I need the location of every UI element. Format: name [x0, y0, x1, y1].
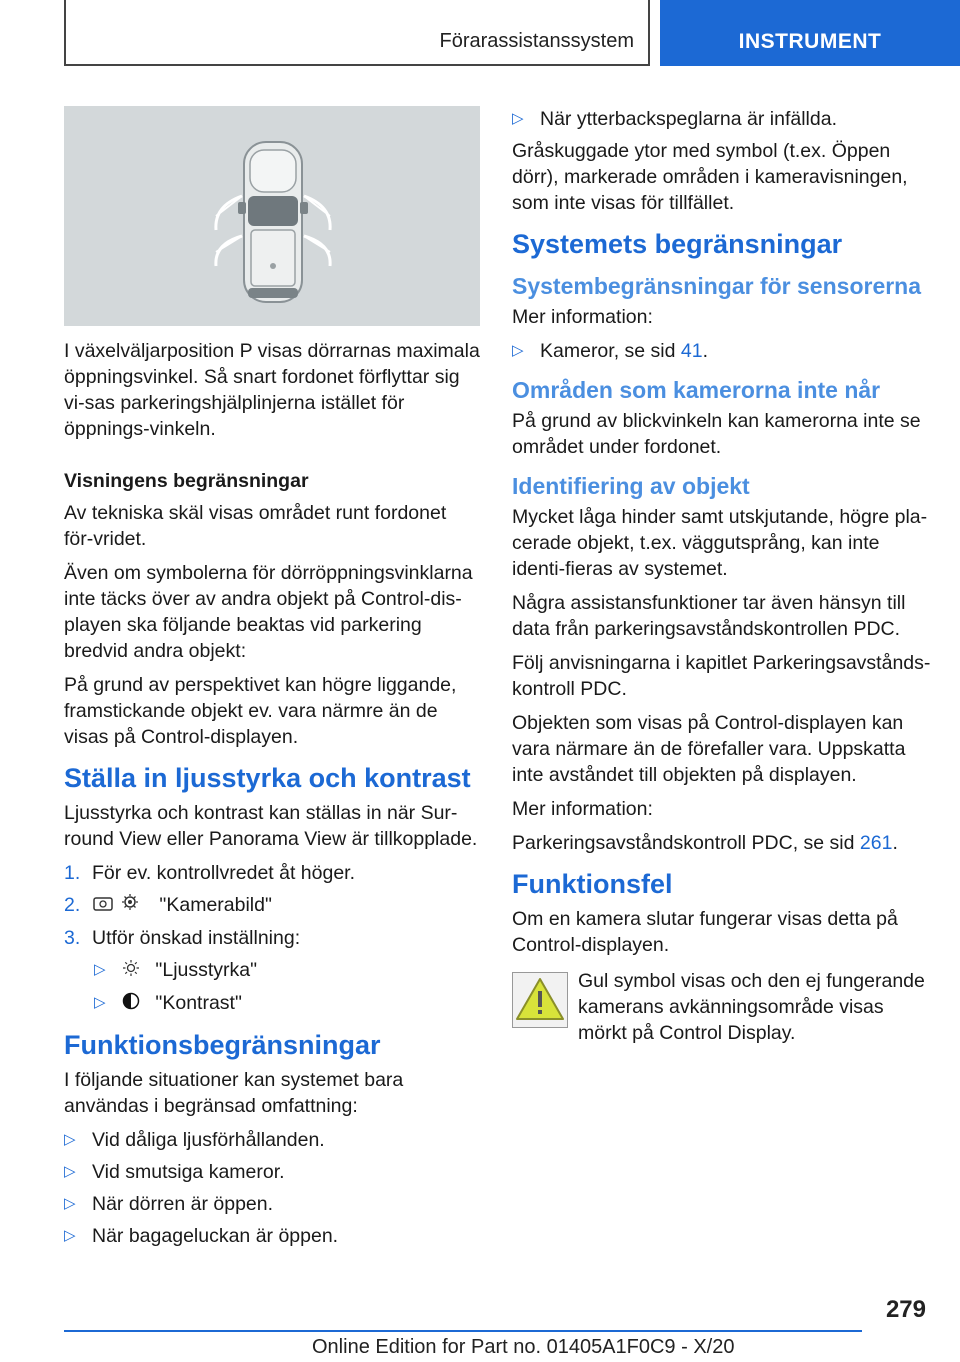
substep-text: "Kontrast"	[155, 992, 242, 1015]
limit-text: Vid dåliga ljusförhållanden.	[92, 1129, 325, 1152]
limit-item	[512, 106, 932, 132]
ident-paragraph-1: Mycket låga hinder samt utskjutande, högre pla-cerade objekt, t.ex. väggutsprång, kan inte identi-fieras av systemet.	[512, 506, 928, 580]
sensor-ref-list	[512, 338, 932, 364]
door-angle-paragraph: I växelväljarposition P visas dörrarnas maximala öppningsvinkel. Så snart fordonet förflyttar sig vi-sas parkeringshjälplinjerna istället för öppnings-vinkeln.	[64, 340, 480, 440]
funktion-paragraph: I följande situationer kan systemet bara användas i begränsad omfattning:	[64, 1069, 404, 1118]
step-text: För ev. kontrollvredet åt höger.	[92, 862, 356, 884]
sun-icon	[122, 958, 140, 984]
ljus-paragraph: Ljusstyrka och kontrast kan ställas in när Sur-round View eller Panorama View är tillkopplade.	[64, 802, 478, 850]
camera-image-icon	[92, 892, 144, 919]
step-text: Utför önskad inställning:	[92, 927, 301, 950]
graskuggade-paragraph: Gråskuggade ytor med symbol (t.ex. Öppen dörr), markerade områden i kameravisningen, som inte visas för tillfället.	[512, 140, 908, 214]
step-item	[64, 860, 480, 886]
pdc-reference: Parkeringsavståndskontroll PDC, se sid 261.	[512, 832, 898, 854]
left-column	[64, 106, 480, 1255]
section-title: Förarassistanssystem	[439, 30, 634, 52]
visning-paragraph-2: Även om symbolerna för dörröppningsvinklarna inte täcks över av andra objekt på Control-dis-playen ska följande beaktas vid parkering bredvid andra objekt:	[64, 562, 473, 662]
right-column	[512, 106, 932, 1054]
limit-text: När dörren är öppen.	[92, 1193, 274, 1216]
warning-triangle-icon	[512, 972, 568, 1028]
car-topview-icon	[64, 106, 480, 326]
contrast-icon	[122, 991, 140, 1017]
triangle-bullet-icon: ▷	[64, 1131, 76, 1149]
triangle-bullet-icon: ▷	[64, 1195, 76, 1213]
substep-text: "Ljusstyrka"	[155, 959, 258, 982]
step-item	[64, 892, 480, 919]
step-number: 1.	[64, 862, 81, 884]
heading-systembegransningar-sensorerna: Systembegränsningar för sensorerna	[512, 273, 922, 299]
heading-funktionsfel: Funktionsfel	[512, 869, 673, 899]
limit-item	[64, 1159, 480, 1185]
limit-text: När bagageluckan är öppen.	[92, 1225, 339, 1248]
chapter-tab[interactable]: INSTRUMENT	[660, 0, 960, 66]
limits-list	[64, 1127, 480, 1249]
page-number: 279	[885, 1296, 926, 1323]
steps-list	[64, 860, 480, 951]
mer-information-label: Mer information:	[512, 306, 653, 328]
heading-identifiering-objekt: Identifiering av objekt	[512, 473, 750, 499]
ident-paragraph-2: Några assistansfunktioner tar även hänsyn till data från parkeringsavståndskontrollen PDC.	[512, 592, 906, 640]
limit-text: Vid smutsiga kameror.	[92, 1161, 285, 1184]
page-link-261[interactable]: 261	[859, 832, 893, 854]
substep-item	[64, 957, 480, 984]
header-section-box	[64, 0, 650, 66]
substep-item	[64, 990, 480, 1017]
heading-omraden-kamerorna: Områden som kamerorna inte når	[512, 377, 881, 403]
ident-paragraph-4: Objekten som visas på Control-displayen kan vara närmare än de förefaller vara. Uppskatta inte avståndet till objekten på displayen.	[512, 712, 906, 786]
warning-paragraph: Gul symbol visas och den ej fungerande kamerans avkänningsområde visas mörkt på Control Display.	[578, 970, 925, 1044]
heading-visningens-begransningar: Visningens begränsningar	[64, 470, 309, 492]
page-link-41[interactable]: 41	[680, 340, 703, 362]
triangle-bullet-icon: ▷	[94, 994, 106, 1012]
triangle-bullet-icon: ▷	[512, 110, 524, 127]
heading-funktionsbegransningar: Funktionsbegränsningar	[64, 1030, 381, 1061]
omraden-paragraph: På grund av blickvinkeln kan kamerorna inte se området under fordonet.	[512, 410, 921, 458]
visning-paragraph-3: På grund av perspektivet kan högre liggande, framstickande objekt ev. vara närmre än de visas på Control-displayen.	[64, 674, 457, 748]
footer-divider	[64, 1330, 862, 1332]
limit-text: När ytterbackspeglarna är infällda.	[540, 108, 837, 130]
triangle-bullet-icon: ▷	[94, 961, 106, 979]
funktionsfel-paragraph: Om en kamera slutar fungerar visas detta på Control-displayen.	[512, 908, 898, 956]
step-item	[64, 925, 480, 951]
limits-list-continued	[512, 106, 932, 132]
mer-information-label: Mer information:	[512, 798, 653, 820]
car-door-angle-illustration	[64, 106, 480, 326]
limit-item	[64, 1223, 480, 1249]
ref-item: ▷ Kameror, se sid 41.	[512, 340, 709, 362]
limit-item	[64, 1191, 480, 1217]
step-number: 3.	[64, 927, 81, 950]
heading-systemets-begransningar: Systemets begränsningar	[512, 229, 843, 259]
step-number: 2.	[64, 894, 81, 916]
warning-note	[512, 968, 932, 1046]
triangle-bullet-icon: ▷	[512, 342, 524, 359]
ref-text: Kameror, se sid	[540, 340, 681, 362]
substeps-list	[64, 957, 480, 1017]
visning-paragraph-1: Av tekniska skäl visas området runt fordonet för-vridet.	[64, 502, 447, 550]
triangle-bullet-icon: ▷	[64, 1227, 76, 1245]
triangle-bullet-icon: ▷	[64, 1163, 76, 1181]
footer-edition: Online Edition for Part no. 01405A1F0C9 - X/20	[312, 1336, 735, 1358]
step-text: "Kamerabild"	[159, 894, 272, 916]
heading-ljusstyrka-kontrast: Ställa in ljusstyrka och kontrast	[64, 763, 471, 793]
limit-item	[64, 1127, 480, 1153]
ref-text: Parkeringsavståndskontroll PDC, se sid	[512, 832, 860, 854]
ident-paragraph-3: Följ anvisningarna i kapitlet Parkeringsavstånds-kontroll PDC.	[512, 652, 931, 700]
